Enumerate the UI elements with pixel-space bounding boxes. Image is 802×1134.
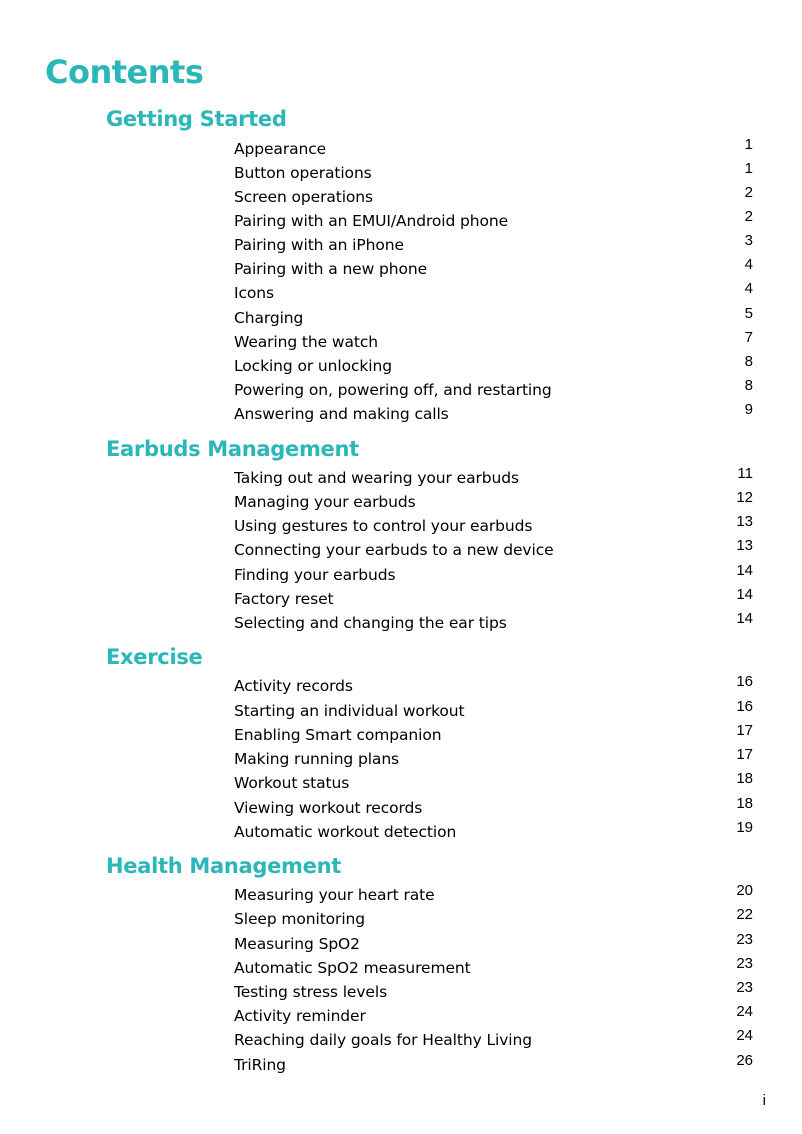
toc-entry-label[interactable]: Workout status (234, 774, 350, 792)
toc-entry-page: 20 (736, 882, 753, 899)
toc-entry-page: 14 (736, 562, 753, 579)
toc-entry-label[interactable]: Powering on, powering off, and restarting (234, 381, 552, 399)
toc-entry-label[interactable]: Answering and making calls (234, 405, 449, 423)
toc-entry-label[interactable]: Automatic workout detection (234, 823, 457, 841)
toc-entry-label[interactable]: Pairing with a new phone (234, 260, 428, 278)
toc-entry-page: 1 (744, 136, 753, 153)
toc-entry-page: 18 (736, 770, 753, 787)
toc-entry-page: 24 (736, 1027, 753, 1044)
toc-entry[interactable] (234, 797, 753, 819)
toc-entry-label[interactable]: Enabling Smart companion (234, 726, 442, 744)
toc-entry-page: 2 (744, 184, 753, 201)
toc-entry-label[interactable]: Taking out and wearing your earbuds (234, 469, 519, 487)
toc-entry[interactable] (234, 933, 753, 955)
toc-entry[interactable] (234, 675, 753, 697)
toc-entry[interactable] (234, 1005, 753, 1027)
toc-entry[interactable] (234, 491, 753, 513)
toc-entry-label[interactable]: Button operations (234, 164, 372, 182)
toc-entry[interactable] (234, 210, 753, 232)
toc-entry-page: 16 (736, 698, 753, 715)
toc-entry-label[interactable]: Wearing the watch (234, 333, 378, 351)
toc-entry[interactable] (234, 612, 753, 634)
toc-entry[interactable] (234, 138, 753, 160)
toc-entry[interactable] (234, 908, 753, 930)
toc-entry-page: 14 (736, 586, 753, 603)
toc-entry-label[interactable]: Automatic SpO2 measurement (234, 959, 471, 977)
toc-entry-page: 14 (736, 610, 753, 627)
toc-entry-label[interactable]: Managing your earbuds (234, 493, 416, 511)
section-title-exercise: Exercise (106, 645, 203, 669)
toc-entry-page: 12 (736, 489, 753, 506)
toc-entry[interactable] (234, 282, 753, 304)
toc-entry-label[interactable]: Connecting your earbuds to a new device (234, 541, 554, 559)
toc-entry-page: 22 (736, 906, 753, 923)
toc-entry-page: 5 (744, 305, 753, 322)
toc-entry-label[interactable]: Pairing with an EMUI/Android phone (234, 212, 509, 230)
toc-entry-label[interactable]: Factory reset (234, 590, 334, 608)
toc-entry[interactable] (234, 234, 753, 256)
footer-page-number: i (762, 1092, 766, 1109)
toc-entry-label[interactable]: Viewing workout records (234, 799, 423, 817)
toc-entry-page: 2 (744, 208, 753, 225)
toc-entry[interactable] (234, 588, 753, 610)
toc-entry-label[interactable]: TriRing (234, 1056, 286, 1074)
toc-entry[interactable] (234, 772, 753, 794)
toc-entry-page: 17 (736, 746, 753, 763)
toc-entry[interactable] (234, 748, 753, 770)
toc-entry-label[interactable]: Pairing with an iPhone (234, 236, 404, 254)
toc-entry-page: 13 (736, 537, 753, 554)
toc-entry[interactable] (234, 162, 753, 184)
toc-entry-page: 8 (744, 377, 753, 394)
toc-entry[interactable] (234, 379, 753, 401)
toc-entry-label[interactable]: Reaching daily goals for Healthy Living (234, 1031, 532, 1049)
toc-entry-page: 1 (744, 160, 753, 177)
toc-entry[interactable] (234, 539, 753, 561)
toc-entry-label[interactable]: Appearance (234, 140, 327, 158)
toc-entry-page: 4 (744, 280, 753, 297)
toc-entry-page: 18 (736, 795, 753, 812)
toc-entry-label[interactable]: Activity reminder (234, 1007, 366, 1025)
toc-entry-label[interactable]: Icons (234, 284, 274, 302)
toc-entry-label[interactable]: Locking or unlocking (234, 357, 392, 375)
toc-entry-page: 4 (744, 256, 753, 273)
toc-entry[interactable] (234, 981, 753, 1003)
toc-entry-label[interactable]: Using gestures to control your earbuds (234, 517, 533, 535)
toc-entry-label[interactable]: Sleep monitoring (234, 910, 365, 928)
toc-entry-page: 17 (736, 722, 753, 739)
toc-entry[interactable] (234, 957, 753, 979)
toc-entry[interactable] (234, 1054, 753, 1076)
toc-entry-label[interactable]: Selecting and changing the ear tips (234, 614, 507, 632)
toc-entry[interactable] (234, 258, 753, 280)
toc-entry-page: 23 (736, 955, 753, 972)
toc-entry-label[interactable]: Finding your earbuds (234, 566, 396, 584)
toc-entry-page: 23 (736, 979, 753, 996)
toc-entry[interactable] (234, 1029, 753, 1051)
toc-entry[interactable] (234, 724, 753, 746)
toc-entry-page: 24 (736, 1003, 753, 1020)
toc-entry-page: 26 (736, 1052, 753, 1069)
toc-entry[interactable] (234, 403, 753, 425)
toc-entry-page: 11 (737, 465, 753, 482)
toc-entry[interactable] (234, 821, 753, 843)
toc-entry-page: 9 (744, 401, 753, 418)
toc-entry-page: 19 (736, 819, 753, 836)
toc-entry-label[interactable]: Measuring your heart rate (234, 886, 435, 904)
toc-entry-page: 13 (736, 513, 753, 530)
toc-entry-label[interactable]: Measuring SpO2 (234, 935, 360, 953)
toc-entry[interactable] (234, 564, 753, 586)
section-title-health-management: Health Management (106, 854, 341, 878)
toc-entry[interactable] (234, 700, 753, 722)
toc-entry[interactable] (234, 307, 753, 329)
toc-entry[interactable] (234, 515, 753, 537)
toc-entry[interactable] (234, 186, 753, 208)
toc-entry-label[interactable]: Activity records (234, 677, 353, 695)
toc-entry[interactable] (234, 884, 753, 906)
page-title: Contents (45, 53, 204, 91)
toc-entry-label[interactable]: Testing stress levels (234, 983, 388, 1001)
toc-entry[interactable] (234, 331, 753, 353)
toc-entry-page: 16 (736, 673, 753, 690)
toc-entry-page: 3 (744, 232, 753, 249)
toc-entry-label[interactable]: Starting an individual workout (234, 702, 465, 720)
toc-entry-label[interactable]: Making running plans (234, 750, 400, 768)
toc-entry-page: 7 (744, 329, 753, 346)
toc-entry-page: 23 (736, 931, 753, 948)
toc-entry[interactable] (234, 467, 753, 489)
toc-entry-label[interactable]: Screen operations (234, 188, 374, 206)
section-title-getting-started: Getting Started (106, 107, 287, 131)
toc-entry-page: 8 (744, 353, 753, 370)
toc-entry-label[interactable]: Charging (234, 309, 304, 327)
toc-entry[interactable] (234, 355, 753, 377)
section-title-earbuds-management: Earbuds Management (106, 437, 359, 461)
